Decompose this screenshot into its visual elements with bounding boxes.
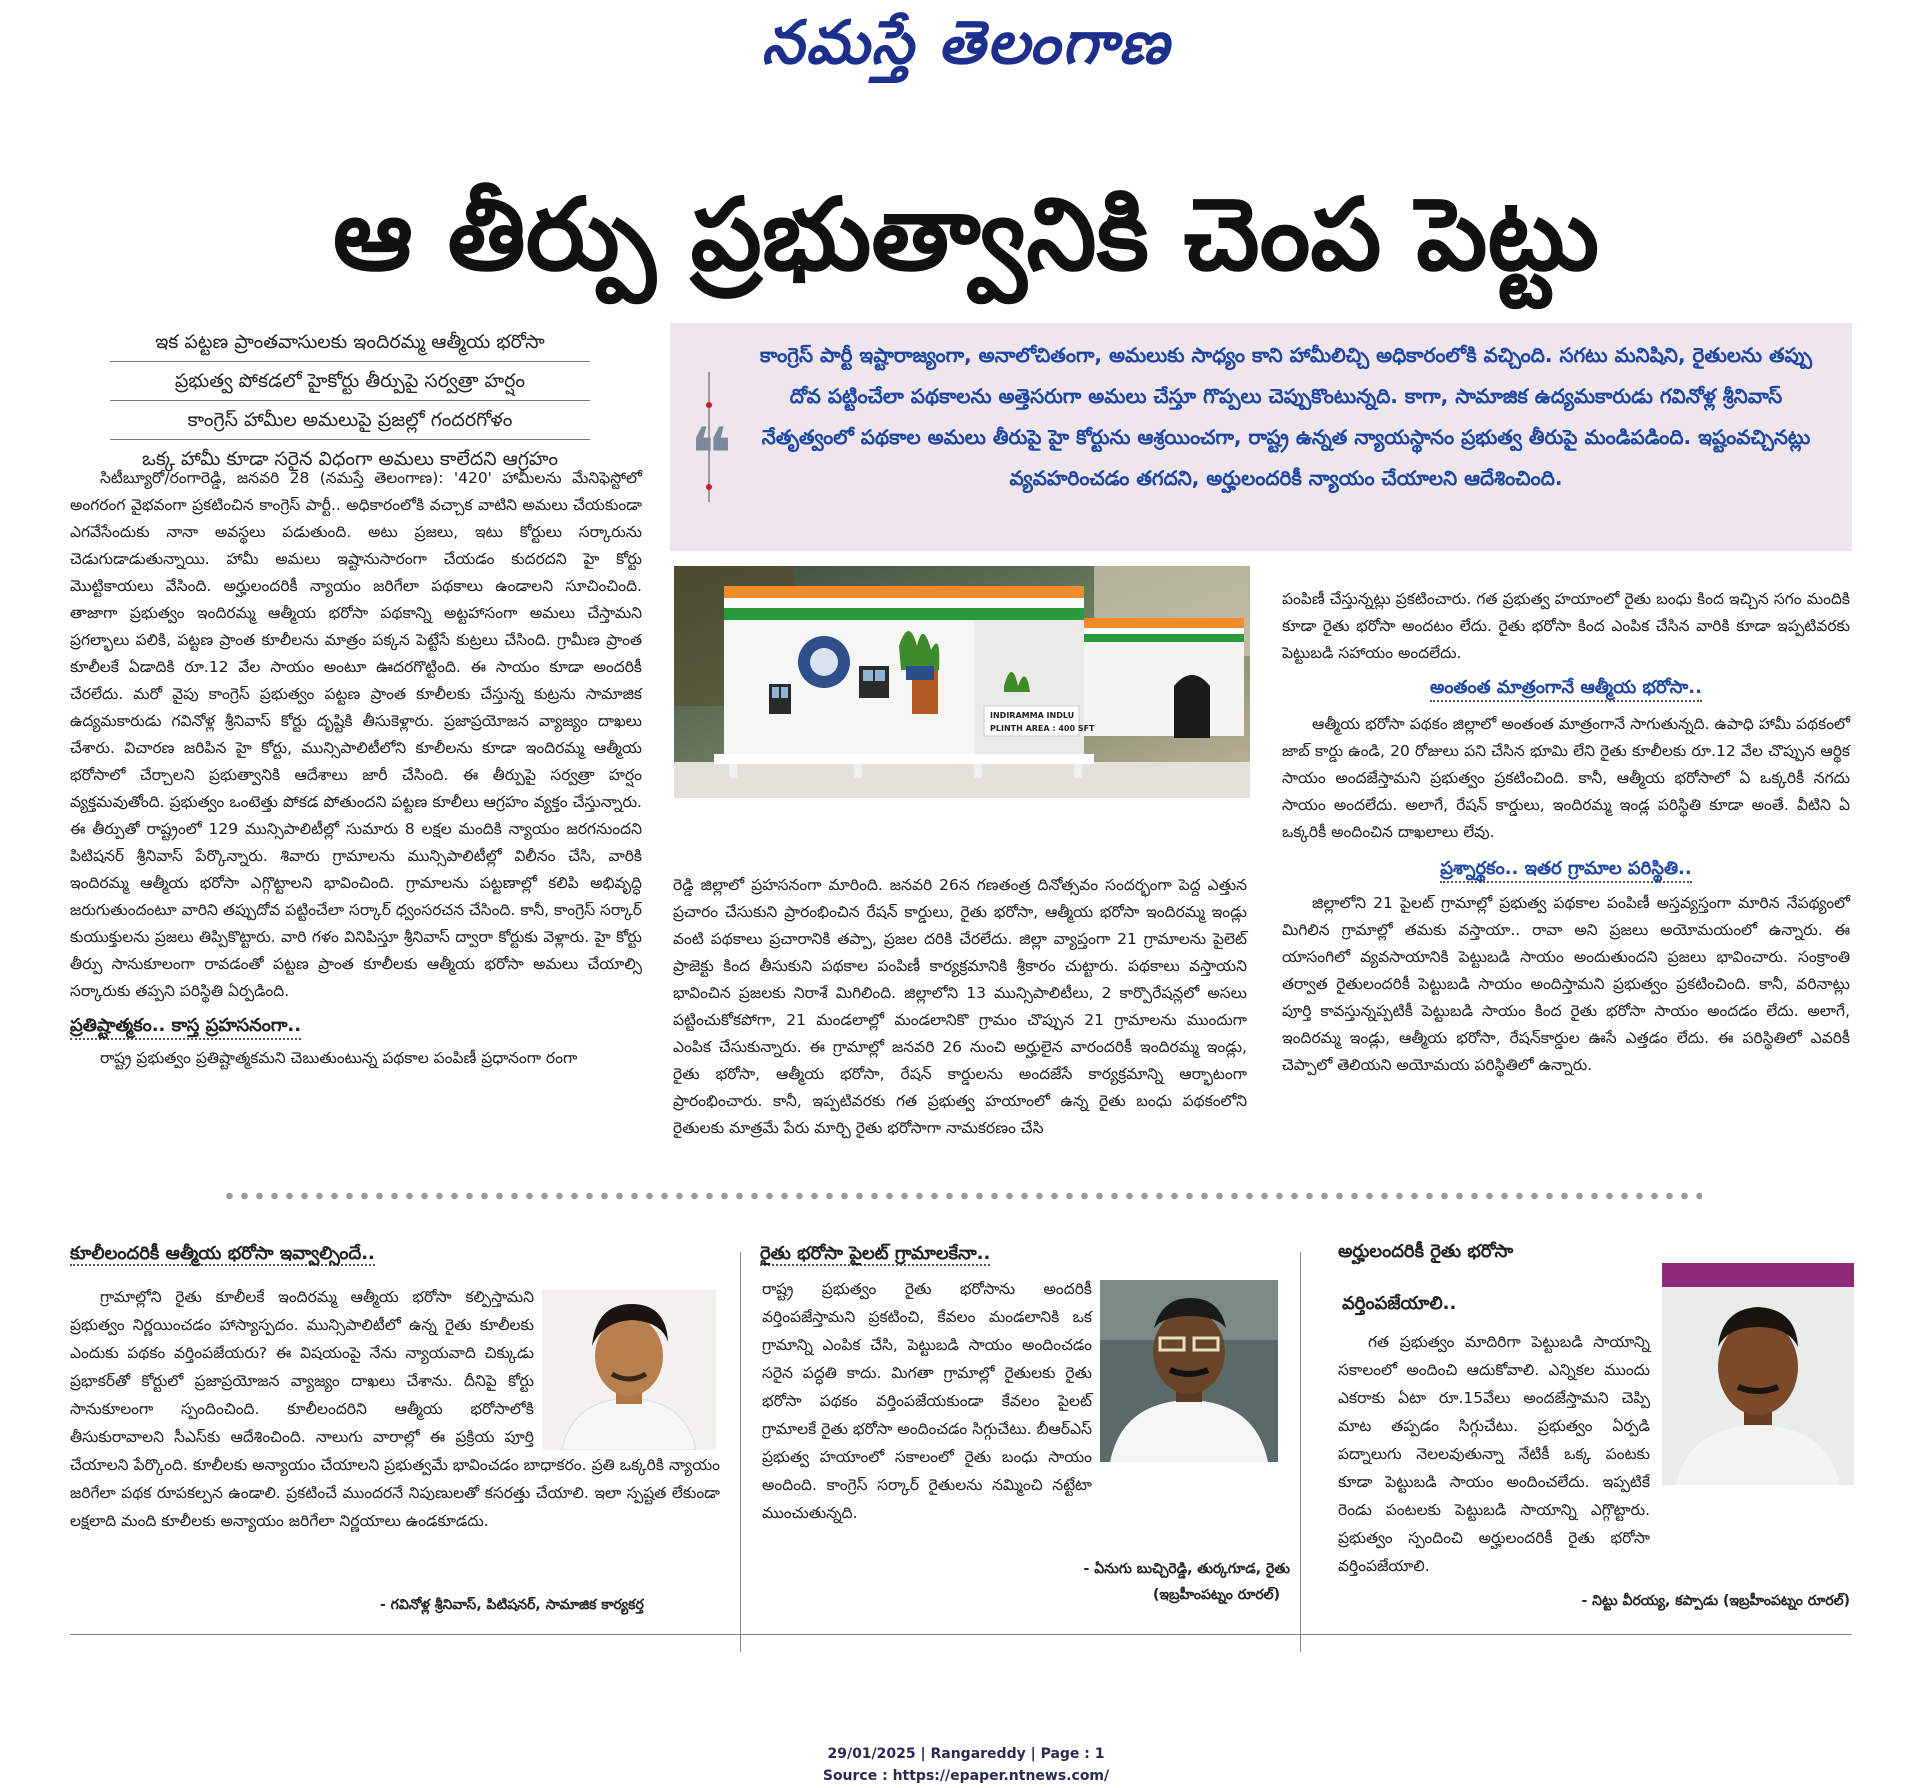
footer-source-line: Source : https://epaper.ntnews.com/ [822,1768,1110,1784]
opinion-3-signature: - నిట్టు వీరయ్య, కప్పాడు (ఇబ్రహీంపట్నం రూరల్) [1581,1593,1850,1609]
opinion-divider-2 [1300,1252,1301,1652]
quote-mark-icon: ❝ [690,412,733,496]
subhead-3-text: ప్రశ్నార్థకం.. ఇతర గ్రామాల పరిస్థితి.. [1440,858,1691,883]
opinion-3-paragraph: గత ప్రభుత్వం మాదిరిగా పెట్టుబడి సాయాన్ని సకాలంలో అందించి ఆదుకోవాలి. ఎన్నికల ముందు ఎకరాకు ఏటా రూ.15వేలు అందజేస్తామని చెప్పి మాట తప్పడం సిగ్గుచేటు. ప్రభుత్వం ఏర్పడి పద్నాలుగు నెలలవుతున్నా నేటికీ ఒక్క పంటకు కూడా పెట్టుబడి సాయం అందించలేదు. ఇప్పటికే రెండు పంటలకు పెట్టుబడి సాయాన్ని ఎగ్గొట్టారు. ప్రభుత్వం స్పందించి అర్హులందరికీ రైతు భరోసా వర్తింపజేయాలి. [1338,1333,1650,1575]
subhead-1 [70,1011,642,1041]
opinion-2-signature: - ఏనుగు బుచ్చిరెడ్డి, తుర్కగూడ, రైతు [1083,1561,1290,1577]
opinion-1-portrait [542,1290,716,1450]
portrait-1-image [542,1290,716,1450]
opinion-3-text [1338,1328,1650,1580]
article-column-2 [673,872,1247,1142]
opinion-1-signature: - గవినోళ్ల శ్రీనివాస్, పిటిషనర్, సామాజిక కార్యకర్త [380,1597,644,1613]
opinion-2-heading [760,1236,1280,1272]
opinion-1-heading [70,1236,630,1272]
article-column-1 [70,465,642,1072]
section-separator [222,1192,1702,1200]
house-model-illustration [674,566,1250,798]
page-footer [0,1743,1932,1787]
opinion-2-heading-text: రైతు భరోసా పైలట్ గ్రామాలకేనా.. [760,1243,991,1264]
subhead-3 [1282,854,1850,884]
masthead-logo: నమస్తే తెలంగాణ [761,8,1171,78]
opinion-2-portrait [1100,1280,1278,1462]
article-paragraph: పంపిణీ చేస్తున్నట్లు ప్రకటించారు. గత ప్రభుత్వ హయాంలో రైతు బంధు కింద ఇచ్చిన సగం మందికి కూడా రైతు భరోసా అందటం లేదు. రైతు భరోసా కింద ఎంపిక చేసిన వారికి కూడా ఇప్పటివరకు పెట్టుబడి సహాయం అందలేదు. [1282,590,1850,662]
pull-quote-text: కాంగ్రెస్ పార్టీ ఇష్టారాజ్యంగా, అనాలోచితంగా, అమలుకు సాధ్యం కాని హామీలిచ్చి అధికారంలోకి వచ్చింది. సగటు మనిషిని, రైతులను తప్పు దోవ పట్టించేలా పథకాలను అత్తెసరుగా అమలు చేస్తూ గొప్పలు చెప్పుకొంటున్నది. కాగా, సామాజిక ఉద్యమకారుడు గవినోళ్ల శ్రీనివాస్ నేతృత్వంలో పథకాల అమలు తీరుపై హై కోర్టును ఆశ్రయించగా, రాష్ట్ర ఉన్నత న్యాయస్థానం ప్రభుత్వ తీరుపై మండిపడింది. ఇష్టంవచ్చినట్లు వ్యవహరించడం తగదని, అర్హులందరికీ న్యాయం చేయాలని ఆదేశించింది. [760,343,1812,490]
headline: ఆ తీర్పు ప్రభుత్వానికి చెంప పెట్టు [332,176,1600,293]
portrait-3-image [1662,1263,1854,1485]
kicker-1: ఇక పట్టణ ప్రాంతవాసులకు ఇందిరమ్మ ఆత్మీయ భరోసా [110,323,590,362]
opinion-2-paragraph: రాష్ట్ర ప్రభుత్వం రైతు భరోసాను అందరికీ వర్తింపజేస్తామని ప్రకటించి, కేవలం మండలానికి ఒక గ్రామాన్ని ఎంపిక చేసి, పెట్టుబడి సాయం అందించడం సరైన పద్ధతి కాదు. మిగతా గ్రామాల్లో రైతులకు రైతు భరోసా పథకం వర్తింపజేయకుండా కేవలం పైలట్ గ్రామాలకే రైతు భరోసా అందించడం సిగ్గుచేటు. బీఆర్ఎస్ ప్రభుత్వ హయాంలో సకాలంలో రైతు బంధు సాయం అందింది. కాంగ్రెస్ సర్కార్ రైతులను నమ్మించి నట్టేటా ముంచుతున్నది. [762,1280,1092,1522]
portrait-2-image [1100,1280,1278,1462]
kicker-list [70,323,630,478]
opinion-3-heading-line-1: అర్హులందరికీ రైతు భరోసా [1338,1241,1514,1262]
article-paragraph: రెడ్డి జిల్లాలో ప్రహసనంగా మారింది. జనవరి 26న గణతంత్ర దినోత్సవం సందర్భంగా పెద్ద ఎత్తున ప్రచారం చేసుకుని ప్రారంభించిన రేషన్ కార్డులు, రైతు భరోసా, ఆత్మీయ భరోసా ఇందిరమ్మ ఇండ్లు వంటి పథకాలు ప్రచారానికి తప్పా, ప్రజల దరికి చేరలేదు. జిల్లా వ్యాప్తంగా 21 గ్రామాలను పైలెట్ ప్రాజెక్టు కింద తీసుకుని పథకాల పంపిణీ కార్యక్రమానికి శ్రీకారం చుట్టారు. పథకాలు వస్తాయని భావించిన ప్రజలకు నిరాశే మిగిలింది. జిల్లాలోని 13 మున్సిపాలిటీలు, 2 కార్పొరేషన్లలో అసలు పట్టించుకోకపోగా, 21 మండలాల్లో మండలానికొ గ్రామం చొప్పున 21 గ్రామాలను ముందుగా ఎంపిక చేసుకున్నారు. ఈ గ్రామాల్లో జనవరి 26 నుంచి అర్హులైన వారందరికీ ఇందిరమ్మ ఇండ్లు, రైతు భరోసా, ఆత్మీయ భరోసా, రేషన్ కార్డులను అందజేసే కార్యక్రమాన్ని ఆర్భాటంగా ప్రారంభించారు. కానీ, ఇప్పటివరకు గత ప్రభుత్వ హయాంలో ఉన్న రైతు బంధు పథకంలోని రైతులకు మాత్రమే పేరు మార్చి రైతు భరోసాగా నామకరణం చేసి [673,876,1247,1137]
opinion-3-portrait [1662,1263,1854,1485]
pull-quote-box [670,323,1852,551]
kicker-4: ఒక్క హామీ కూడా సరైన విధంగా అమలు కాలేదని ఆగ్రహం [142,448,558,470]
article-column-3 [1282,586,1850,1079]
footer-date-line: 29/01/2025 | Rangareddy | Page : 1 [827,1746,1105,1762]
opinion-divider-1 [740,1252,741,1652]
subhead-1-text: ప్రతిష్టాత్మకం.. కాస్త ప్రహసనంగా.. [70,1015,301,1040]
opinion-2-signature-place: (ఇబ్రహీంపట్నం రూరల్) [1153,1587,1280,1603]
article-paragraph: సిటీబ్యూరో/రంగారెడ్డి, జనవరి 28 (నమస్తే తెలంగాణ): '420' హామీలను మేనిఫెస్టోలో అంగరంగ వైభవంగా ప్రకటించిన కాంగ్రెస్ పార్టీ.. అధికారంలోకి వచ్చాక వాటిని అమలు చేయకుండా ఎగవేసేందుకు నానా అవస్థలు పడుతుంది. అటు ప్రజలు, ఇటు కోర్టులు సర్కారును చెడుగుడాడుతున్నాయి. హామీ అమలు ఇష్టానుసారంగా చేయడం కుదరదని హై కోర్టు మొట్టికాయలు వేసింది. అర్హులందరికీ న్యాయం జరిగేలా పథకాలు ఉండాలని సూచించింది. తాజాగా ప్రభుత్వం ఇందిరమ్మ ఆత్మీయ భరోసా పథకాన్ని అట్టహాసంగా అమలు చేస్తామని ప్రగల్భాలు పలికి, పట్టణ ప్రాంత కూలీలను మాత్రం పక్కన పెట్టేసే కుట్రలు చేసింది. గ్రామీణ ప్రాంత కూలీలకే ఏడాదికి రూ.12 వేల సాయం అంటూ ఊదరగొట్టింది. ఈ సాయం కూడా అందరికీ చేరలేదు. మరో వైపు కాంగ్రెస్ ప్రభుత్వం పట్టణ ప్రాంత కూలీలకు చేస్తున్న కుట్రను సామాజిక ఉద్యమకారుడు గవినోళ్ల శ్రీనివాస్ కోర్టు దృష్టికి తీసుకెళ్లారు. ప్రజాప్రయోజన వ్యాజ్యం దాఖలు చేశారు. విచారణ జరిపిన హై కోర్టు, మున్సిపాలిటీలోని కూలీలను కూడా ఇందిరమ్మ ఆత్మీయ భరోసాలో చేర్చాలని ప్రభుత్వానికి ఆదేశాలు జారీ చేసింది. ఈ తీర్పుపై సర్వత్రా హర్షం వ్యక్తమవుతోంది. ప్రభుత్వం ఒంటెత్తు పోకడ పోతుందని పట్టణ కూలీలు ఆగ్రహం వ్యక్తం చేస్తున్నారు. ఈ తీర్పుతో రాష్ట్రంలో 129 మున్సిపాలిటీల్లో సుమారు 8 లక్షల మందికి న్యాయం జరగనుందని పిటిషనర్ శ్రీనివాస్ పేర్కొన్నారు. శివారు గ్రామాలను మున్సిపాలిటీల్లో విలీనం చేసి, వారికి ఇందిరమ్మ ఆత్మీయ భరోసా ఎగ్గొట్టాలని భావించింది. గ్రామాలను పట్టణాల్లో కలిపి అభివృద్ధి జరుగుతుందంటూ వారిని తప్పుదోవ పట్టించేలా సర్కార్ ధ్వంసరచన చేసింది. కానీ, కాంగ్రెస్ సర్కార్ కుయుక్తులను ప్రజలు తిప్పికొట్టారు. వారి గళం వినిపిస్తూ శ్రీనివాస్ ద్వారా కోర్టుకు వెళ్లారు. హై కోర్టు తీర్పు సానుకూలంగా రావడంతో పట్టణ ప్రాంత కూలీలకు ఆత్మీయ భరోసా అమలు చేయాల్సి సర్కారుకు తప్పని పరిస్థితి ఏర్పడింది. [70,469,642,1000]
quote-dot-top [706,402,712,408]
photo-sign-line-1: INDIRAMMA INDLU [990,711,1075,720]
opinion-2-text [762,1275,1092,1527]
photo-sign-line-2: PLINTH AREA : 400 SFT [990,724,1095,733]
indiramma-house-photo [674,566,1250,798]
article-paragraph: ఆత్మీయ భరోసా పథకం జిల్లాలో అంతంత మాత్రంగానే సాగుతున్నది. ఉపాధి హామీ పథకంలో జాబ్ కార్డు ఉండి, 20 రోజులు పని చేసిన భూమి లేని రైతు కూలీలకు రూ.12 వేల చొప్పున ఆర్థిక సాయం అందజేస్తామని ప్రభుత్వం ప్రకటించింది. కానీ, ఆత్మీయ భరోసాలో ఏ ఒక్కరికీ నగదు సాయం అందలేదు. అలాగే, రేషన్ కార్డులు, ఇందిరమ్మ ఇండ్ల పరిస్థితి కూడా అంతే. వీటిని ఏ ఒక్కరికీ అందించిన దాఖలాలు లేవు. [1282,715,1850,841]
opinion-1-heading-text: కూలీలందరికీ ఆత్మీయ భరోసా ఇవ్వాల్సిందే.. [70,1243,375,1264]
subhead-2 [1282,673,1850,703]
kicker-3: కాంగ్రెస్ హామీల అమలుపై ప్రజల్లో గందరగోళం [110,401,590,440]
subhead-2-text: అంతంత మాత్రంగానే ఆత్మీయ భరోసా.. [1430,677,1702,702]
kicker-2: ప్రభుత్వ పోకడలో హైకోర్టు తీర్పుపై సర్వత్రా హర్షం [110,362,590,401]
opinion-3-heading [1338,1234,1638,1322]
bottom-rule [70,1634,1852,1635]
article-paragraph: రాష్ట్ర ప్రభుత్వం ప్రతిష్టాత్మకమని చెబుతుంటున్న పథకాల పంపిణీ ప్రధానంగా రంగా [100,1049,578,1067]
article-paragraph: జిల్లాలోని 21 పైలట్ గ్రామాల్లో ప్రభుత్వ పథకాల పంపిణీ అస్తవ్యస్తంగా మారిన నేపథ్యంలో మిగిలిన గ్రామాల్లో తమకు వస్తాయా.. రావా అని ప్రజలు అయోమయంలో ఉన్నారు. ఈ యాసంగిలో వ్యవసాయానికి పెట్టుబడి సాయం అందుతుందని ప్రజలు భావించారు. సంక్రాంతి తర్వాత రైతులందరికీ పెట్టుబడి సాయం అందిస్తామని ప్రభుత్వం ప్రకటించింది. కానీ, వరినాట్లు పూర్తి కావస్తున్నప్పటికీ పెట్టుబడి సాయం కింద రైతు భరోసా సాయం అందడం లేదు. అలాగే, ఇందిరమ్మ ఇండ్లు, ఆత్మీయ భరోసా, రేషన్‌కార్డుల ఊసే ఎత్తడం లేదు. ఈ పరిస్థితిలో ఎవరికీ చెప్పాలో తెలియని అయోమయ పరిస్థితిలో ఉన్నారు. [1282,894,1850,1074]
opinion-1-paragraph: గ్రామాల్లోని రైతు కూలీలకే ఇందిరమ్మ ఆత్మీయ భరోసా కల్పిస్తామని ప్రభుత్వం నిర్ణయించడం హాస్యాస్పదం. మున్సిపాలిటీలో ఉన్న రైతు కూలీలకు ఎందుకు పథకం వర్తింపజేయరు? ఈ విషయంపై నేను న్యాయవాది చిక్కుడు ప్రభాకర్‌తో కోర్టులో ప్రజాప్రయోజన వ్యాజ్యం దాఖలు చేశాను. దీనిపై కోర్టు సానుకూలంగా స్పందించింది. కూలీలందరిని ఆత్మీయ భరోసాలోకి తీసుకురావాలని సీఎస్‌కు ఆదేశించింది. నాలుగు వారాల్లో ఈ ప్రక్రియ పూర్తి చేయాలని పేర్కొంది. కూలీలకు అన్యాయం చేయాలని ప్రభుత్వమే భావించడం బాధాకరం. ప్రతి ఒక్కరికి న్యాయం జరిగేలా పథక రూపకల్పన ఉండాలి. ప్రకటించే ముందరనే నిపుణులతో కసరత్తు చేయాలి. ఇలా స్పష్టత లేకుండా లక్షలాది మంది కూలీలకు అన్యాయం జరిగేలా నిర్ణయాలు ఉండకూడదు. [70,1288,720,1530]
opinion-3-heading-line-2: వర్తింపజేయాలి.. [1342,1293,1457,1314]
